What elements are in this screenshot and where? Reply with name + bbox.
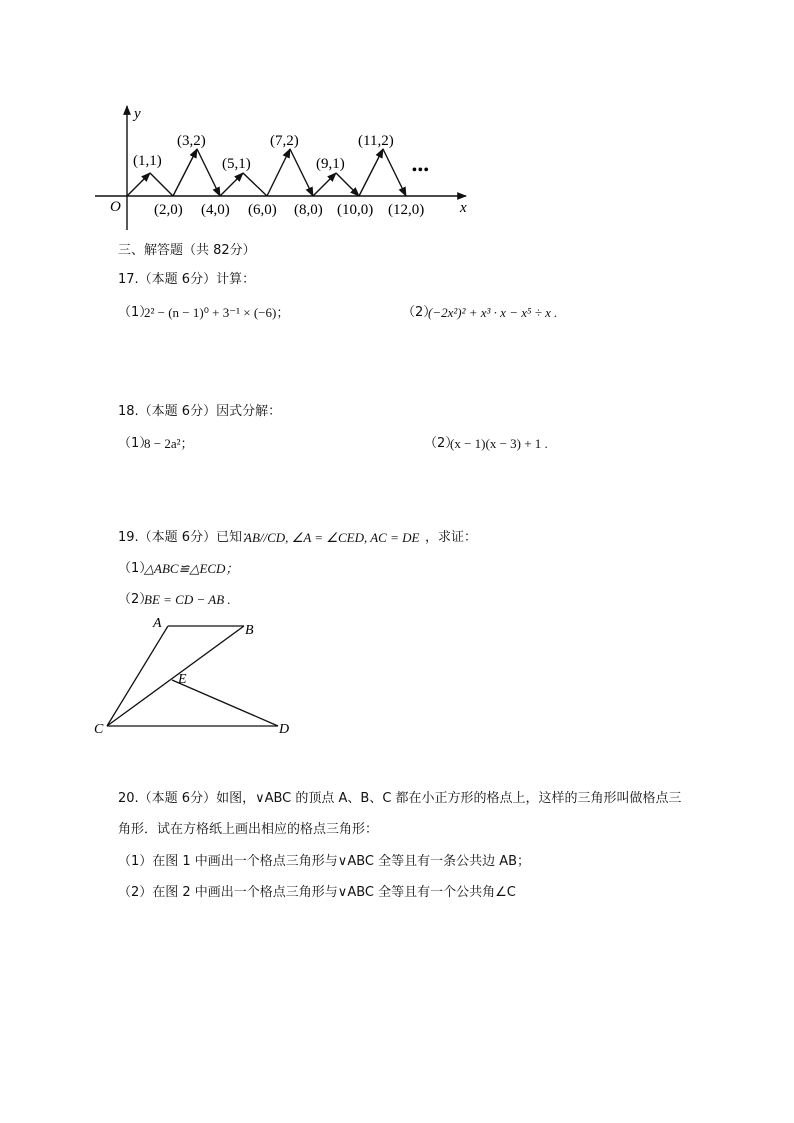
point-label-b: B (245, 623, 254, 638)
q17-part2-label: （2） (402, 305, 437, 320)
x-axis-label: x (460, 200, 467, 216)
point-label-d: D (279, 722, 290, 737)
q17-part1-expression: 2² − (n − 1)⁰ + 3⁻¹ × (−6)； (144, 305, 290, 320)
base-label: (6,0) (248, 202, 277, 218)
q19-prove-prompt: ，求证： (425, 530, 478, 545)
q19-part2-label: （2） (118, 592, 153, 607)
base-label: (8,0) (294, 202, 323, 218)
zigzag-arrows (127, 149, 406, 196)
peak-label: (1,1) (133, 153, 162, 169)
q19-geometry-figure (90, 612, 300, 742)
peak-label: (11,2) (358, 133, 394, 149)
point-label-c: C (94, 722, 104, 737)
base-label: (2,0) (154, 202, 183, 218)
q17-heading: 17.（本题 6分）计算： (118, 272, 256, 287)
q18-heading: 18.（本题 6分）因式分解： (118, 404, 282, 419)
base-label: (10,0) (337, 202, 374, 218)
base-label: (12,0) (388, 202, 425, 218)
q19-heading: 19.（本题 6分）已知： (118, 530, 256, 545)
segment-ac (107, 626, 168, 726)
q20-line-3: （1）在图 1 中画出一个格点三角形与∨ABC 全等且有一条公共边 AB； (118, 854, 531, 869)
q17-part1-label: （1） (118, 305, 153, 320)
peak-label: (3,2) (177, 133, 206, 149)
q19-part1-expression: △ABC≌△ECD； (144, 561, 239, 576)
q20-line-1: 20.（本题 6分）如图，∨ABC 的顶点 A、B、C 都在小正方形的格点上，这样的三角形叫做格点三 (118, 791, 682, 806)
origin-label: O (110, 199, 121, 215)
q18-part1-label: （1） (118, 436, 153, 451)
q19-part1-label: （1） (118, 561, 153, 576)
q19-part2-expression: BE = CD − AB . (144, 592, 231, 607)
q17-part2-expression: (−2x²)² + x³ · x − x⁵ ÷ x . (428, 305, 558, 320)
q18-part2-label: （2） (424, 436, 459, 451)
y-axis-label: y (134, 106, 141, 122)
segment-cb (107, 626, 244, 726)
q18-part1-expression: 8 − 2a²； (144, 436, 194, 451)
ellipsis: ••• (412, 163, 430, 178)
point-label-e: E (178, 672, 187, 687)
q18-part2-expression: (x − 1)(x − 3) + 1 . (450, 436, 548, 451)
q20-line-2: 角形．试在方格纸上画出相应的格点三角形： (118, 822, 379, 837)
base-label: (4,0) (201, 202, 230, 218)
q20-line-4: （2）在图 2 中画出一个格点三角形与∨ABC 全等且有一个公共角∠C (118, 885, 516, 900)
peak-label: (7,2) (270, 133, 299, 149)
section-title: 三、解答题（共 82分） (118, 243, 256, 258)
segment-ed (172, 680, 278, 726)
peak-label: (5,1) (222, 156, 251, 172)
point-label-a: A (153, 616, 162, 631)
peak-label: (9,1) (316, 156, 345, 172)
q19-given: AB//CD, ∠A = ∠CED, AC = DE (244, 530, 420, 545)
zigzag-coordinate-figure (90, 100, 480, 230)
